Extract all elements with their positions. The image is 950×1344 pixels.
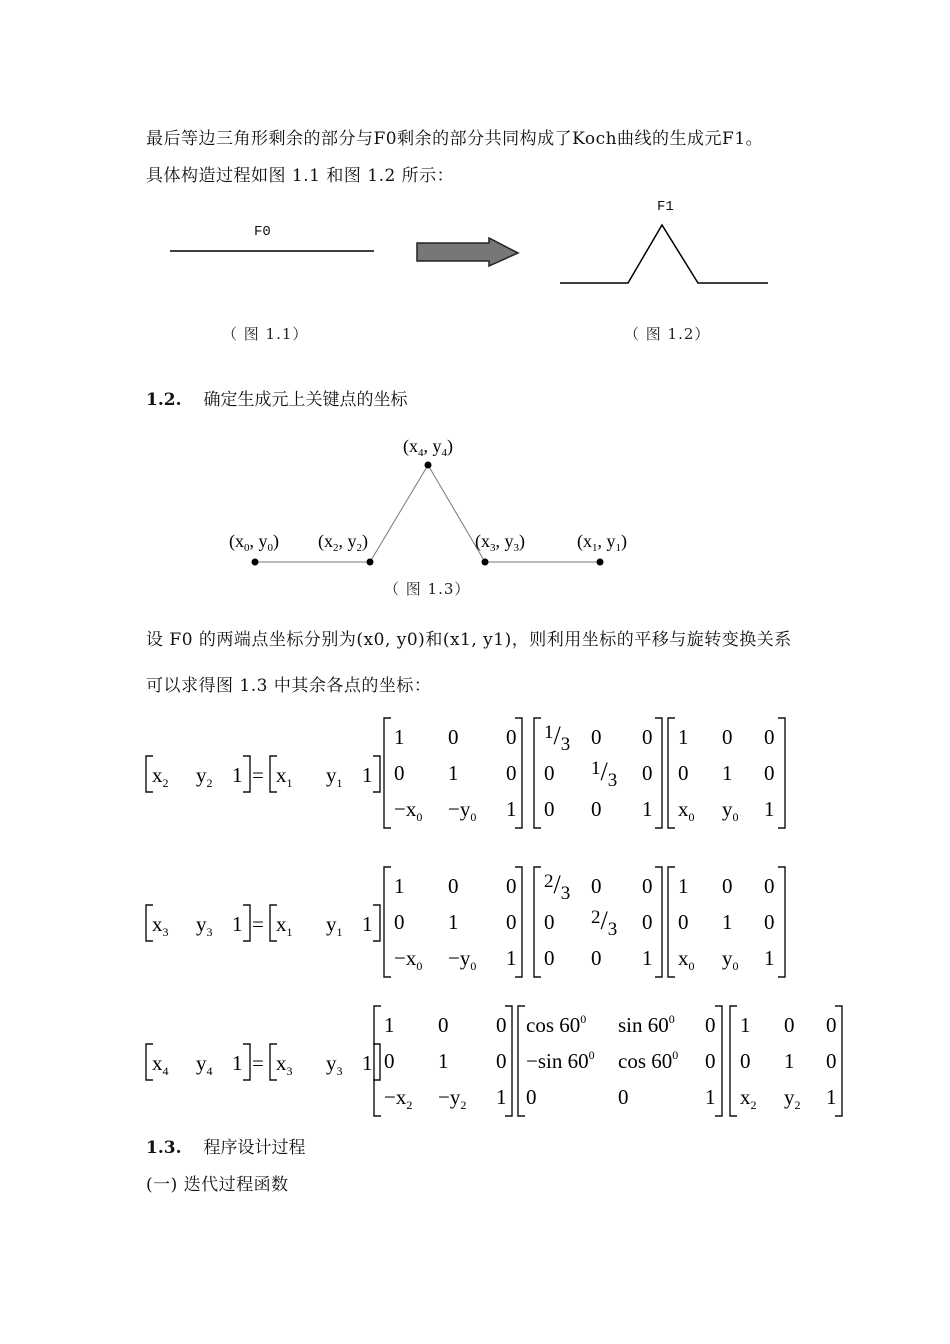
eq3-lhs-vector-bracket-right <box>243 1044 250 1080</box>
eq2-inverse-translate-matrix <box>678 874 775 973</box>
eq3-transform-matrix-entry: $\sin 60^0$ <box>618 1012 675 1037</box>
eq2-inverse-translate-matrix-entry: 0 <box>678 910 689 934</box>
eq2-translate-matrix-entry: $-y_0$ <box>448 946 477 973</box>
eq1-transform-matrix-bracket-right <box>655 718 662 828</box>
eq3-lhs-vector-entry: 1 <box>232 1051 243 1075</box>
eq3-inverse-translate-matrix-entry: $y_2$ <box>784 1085 801 1112</box>
eq1-inverse-translate-matrix-entry: 1 <box>678 725 689 749</box>
section-number: 1.3. <box>146 1138 182 1158</box>
eq1-transform-matrix <box>544 721 653 821</box>
eq3-transform-matrix-entry: $\cos 60^0$ <box>526 1012 587 1037</box>
eq1-lhs-vector-bracket-right <box>243 756 250 792</box>
eq1-translate-matrix-entry: 1 <box>448 761 459 785</box>
subsection-heading <box>146 1170 289 1195</box>
eq3-transform-matrix-entry: 0 <box>705 1013 716 1037</box>
eq1-rhs-vector-entry: $x_1$ <box>276 763 293 790</box>
section-title: 确定生成元上关键点的坐标 <box>203 390 408 410</box>
eq3-rhs-vector-entry: $y_3$ <box>326 1051 343 1078</box>
eq2-lhs-vector-entry: $x_3$ <box>152 912 169 939</box>
eq3-transform-matrix-entry: −sin $60^0$ <box>526 1048 595 1073</box>
eq2-transform-matrix-bracket-left <box>534 867 541 977</box>
point-p0-expr: (x0, y0) <box>356 630 426 650</box>
eq2-inverse-translate-matrix-entry: $y_0$ <box>722 946 739 973</box>
eq1-transform-matrix-entry: 0 <box>642 725 653 749</box>
eq2-transform-matrix-entry: 0 <box>544 910 555 934</box>
eq2-inverse-translate-matrix-bracket-right <box>778 867 785 977</box>
point-p1-expr: (x1, y1) <box>442 630 512 650</box>
eq3-transform-matrix-bracket-right <box>715 1006 722 1116</box>
eq3-lhs-vector <box>152 1051 243 1078</box>
eq2-inverse-translate-matrix-entry: 1 <box>764 946 775 970</box>
eq2-translate-matrix <box>394 874 517 973</box>
eq2-transform-matrix-entry: 0 <box>591 874 602 898</box>
eq3-equals: = <box>252 1051 264 1075</box>
paragraph-line-1: 最后等边三角形剩余的部分与F0剩余的部分共同构成了Koch曲线的生成元F1。 <box>146 129 764 149</box>
eq2-transform-matrix-entry: 0 <box>642 910 653 934</box>
eq2-lhs-vector-entry: $y_3$ <box>196 912 213 939</box>
eq1-inverse-translate-matrix-entry: 0 <box>764 725 775 749</box>
eq1-translate-matrix-entry: 0 <box>506 761 517 785</box>
eq1-equals: = <box>252 763 264 787</box>
eq3-inverse-translate-matrix-entry: 1 <box>740 1013 751 1037</box>
eq2-translate-matrix-entry: 0 <box>506 910 517 934</box>
eq1-inverse-translate-matrix-entry: 0 <box>722 725 733 749</box>
eq1-rhs-vector-entry: 1 <box>362 763 373 787</box>
eq1-inverse-translate-matrix-entry: 0 <box>678 761 689 785</box>
eq3-inverse-translate-matrix-entry: 1 <box>784 1049 795 1073</box>
eq2-rhs-vector-entry: $y_1$ <box>326 912 343 939</box>
eq3-transform-matrix-bracket-left <box>518 1006 525 1116</box>
eq3-inverse-translate-matrix-entry: 0 <box>784 1013 795 1037</box>
eq1-transform-matrix-entry: 0 <box>591 797 602 821</box>
eq1-inverse-translate-matrix-bracket-right <box>778 718 785 828</box>
point-label-p2: ($x_2$, $y_2$) <box>318 531 368 554</box>
eq1-inverse-translate-matrix-entry: $x_0$ <box>678 797 695 824</box>
section-number: 1.2. <box>146 390 182 410</box>
eq2-translate-matrix-entry: 0 <box>394 910 405 934</box>
eq2-translate-matrix-entry: 1 <box>506 946 517 970</box>
eq3-transform-matrix-entry: $\cos 60^0$ <box>618 1048 679 1073</box>
f0-label: F0 <box>254 224 271 240</box>
eq2-inverse-translate-matrix-entry: 0 <box>764 874 775 898</box>
eq2-transform-matrix-entry: 2/3 <box>591 906 618 940</box>
eq3-rhs-vector <box>276 1051 373 1078</box>
eq1-translate-matrix-entry: 1 <box>506 797 517 821</box>
eq1-inverse-translate-matrix-entry: 0 <box>764 761 775 785</box>
section-title: 程序设计过程 <box>203 1138 306 1158</box>
eq1-translate-matrix-entry: 1 <box>394 725 405 749</box>
eq3-translate-matrix-entry: 0 <box>496 1013 507 1037</box>
point-label-p4: ($x_4$, $y_4$) <box>403 436 453 459</box>
eq3-translate-matrix-entry: 0 <box>496 1049 507 1073</box>
eq3-inverse-translate-matrix-entry: 1 <box>826 1085 837 1109</box>
eq2-lhs-vector-bracket-right <box>243 905 250 941</box>
eq3-lhs-vector-entry: $x_4$ <box>152 1051 169 1078</box>
eq1-inverse-translate-matrix-entry: $y_0$ <box>722 797 739 824</box>
eq3-translate-matrix-entry: 1 <box>438 1049 449 1073</box>
eq1-transform-matrix-entry: 1 <box>642 797 653 821</box>
eq3-lhs-vector-entry: $y_4$ <box>196 1051 213 1078</box>
eq2-transform-matrix-entry: 1 <box>642 946 653 970</box>
eq1-lhs-vector-entry: $x_2$ <box>152 763 169 790</box>
eq2-rhs-vector <box>276 912 373 939</box>
eq1-translate-matrix-entry: $-y_0$ <box>448 797 477 824</box>
eq2-translate-matrix-bracket-left <box>384 867 391 977</box>
eq3-inverse-translate-matrix-entry: $x_2$ <box>740 1085 757 1112</box>
eq1-transform-matrix-entry: 0 <box>591 725 602 749</box>
eq3-transform-matrix-entry: 1 <box>705 1085 716 1109</box>
eq2-rhs-vector-entry: 1 <box>362 912 373 936</box>
eq1-inverse-translate-matrix-entry: 1 <box>764 797 775 821</box>
eq2-translate-matrix-entry: 0 <box>506 874 517 898</box>
eq1-transform-matrix-entry: 1/3 <box>591 757 618 791</box>
eq1-transform-matrix-entry: 1/3 <box>544 721 571 755</box>
eq2-translate-matrix-entry: 1 <box>448 910 459 934</box>
eq3-rhs-vector-entry: $x_3$ <box>276 1051 293 1078</box>
eq1-lhs-vector-entry: 1 <box>232 763 243 787</box>
eq2-transform-matrix-bracket-right <box>655 867 662 977</box>
eq1-inverse-translate-matrix <box>678 725 775 824</box>
f1-label: F1 <box>657 199 674 215</box>
eq2-translate-matrix-entry: 1 <box>394 874 405 898</box>
eq3-inverse-translate-matrix <box>740 1013 837 1112</box>
eq1-transform-matrix-entry: 0 <box>544 761 555 785</box>
eq2-transform-matrix <box>544 870 653 970</box>
eq2-translate-matrix-entry: 0 <box>448 874 459 898</box>
eq1-transform-matrix-bracket-left <box>534 718 541 828</box>
eq1-inverse-translate-matrix-bracket-left <box>668 718 675 828</box>
eq2-transform-matrix-entry: 0 <box>642 874 653 898</box>
eq3-translate-matrix <box>384 1013 507 1112</box>
eq1-rhs-vector <box>276 763 373 790</box>
eq1-rhs-vector-bracket-right <box>373 756 380 792</box>
eq3-translate-matrix-entry: $-y_2$ <box>438 1085 467 1112</box>
eq2-lhs-vector-entry: 1 <box>232 912 243 936</box>
paragraph-2-mid: 和 <box>425 630 443 650</box>
subsection-marker: (一) <box>146 1175 178 1195</box>
point-label-p1: ($x_1$, $y_1$) <box>577 531 627 554</box>
eq1-translate-matrix <box>394 725 517 824</box>
eq2-inverse-translate-matrix-entry: $x_0$ <box>678 946 695 973</box>
eq2-lhs-vector <box>152 912 243 939</box>
eq1-inverse-translate-matrix-entry: 1 <box>722 761 733 785</box>
eq3-translate-matrix-entry: 1 <box>384 1013 395 1037</box>
eq2-rhs-vector-entry: $x_1$ <box>276 912 293 939</box>
eq1-translate-matrix-entry: 0 <box>506 725 517 749</box>
eq3-inverse-translate-matrix-entry: 0 <box>740 1049 751 1073</box>
eq3-translate-matrix-entry: 1 <box>496 1085 507 1109</box>
eq1-translate-matrix-bracket-left <box>384 718 391 828</box>
eq1-translate-matrix-entry: 0 <box>394 761 405 785</box>
eq2-inverse-translate-matrix-entry: 0 <box>764 910 775 934</box>
eq1-lhs-vector-entry: $y_2$ <box>196 763 213 790</box>
eq3-translate-matrix-entry: 0 <box>384 1049 395 1073</box>
eq1-translate-matrix-entry: 0 <box>448 725 459 749</box>
eq2-inverse-translate-matrix-entry: 1 <box>722 910 733 934</box>
eq1-translate-matrix-entry: $-x_0$ <box>394 797 423 824</box>
point-label-p3: ($x_3$, $y_3$) <box>475 531 525 554</box>
eq3-transform-matrix <box>526 1012 716 1109</box>
eq3-transform-matrix-entry: 0 <box>618 1085 629 1109</box>
eq3-inverse-translate-matrix-entry: 0 <box>826 1049 837 1073</box>
paragraph-line-2: 具体构造过程如图 1.1 和图 1.2 所示： <box>146 166 455 186</box>
eq3-inverse-translate-matrix-bracket-left <box>730 1006 737 1116</box>
eq3-translate-matrix-entry: 0 <box>438 1013 449 1037</box>
eq3-rhs-vector-entry: 1 <box>362 1051 373 1075</box>
eq2-transform-matrix-entry: 2/3 <box>544 870 571 904</box>
eq3-inverse-translate-matrix-entry: 0 <box>826 1013 837 1037</box>
paragraph-2-post: ，则利用坐标的平移与旋转变换关系 <box>511 630 792 650</box>
figure-1-3-caption: （ 图 1.3） <box>384 580 471 598</box>
figure-1-1-caption: （ 图 1.1） <box>222 325 309 343</box>
eq2-inverse-translate-matrix-bracket-left <box>668 867 675 977</box>
eq2-transform-matrix-entry: 0 <box>591 946 602 970</box>
eq1-transform-matrix-entry: 0 <box>642 761 653 785</box>
eq3-transform-matrix-entry: 0 <box>526 1085 537 1109</box>
figure-1-2-caption: （ 图 1.2） <box>624 325 711 343</box>
eq2-equals: = <box>252 912 264 936</box>
paragraph-2-line-2: 可以求得图 1.3 中其余各点的坐标： <box>146 676 432 696</box>
eq1-transform-matrix-entry: 0 <box>544 797 555 821</box>
eq3-transform-matrix-entry: 0 <box>705 1049 716 1073</box>
eq2-inverse-translate-matrix-entry: 0 <box>722 874 733 898</box>
subsection-title: 迭代过程函数 <box>183 1175 289 1195</box>
eq1-rhs-vector-entry: $y_1$ <box>326 763 343 790</box>
eq1-lhs-vector <box>152 763 243 790</box>
eq2-inverse-translate-matrix-entry: 1 <box>678 874 689 898</box>
section-heading-1-3 <box>146 1133 306 1158</box>
eq2-rhs-vector-bracket-right <box>373 905 380 941</box>
eq2-transform-matrix-entry: 0 <box>544 946 555 970</box>
eq3-translate-matrix-entry: $-x_2$ <box>384 1085 413 1112</box>
point-label-p0: ($x_0$, $y_0$) <box>229 531 279 554</box>
eq2-translate-matrix-entry: $-x_0$ <box>394 946 423 973</box>
paragraph-2-pre: 设 F0 的两端点坐标分别为 <box>146 630 357 650</box>
